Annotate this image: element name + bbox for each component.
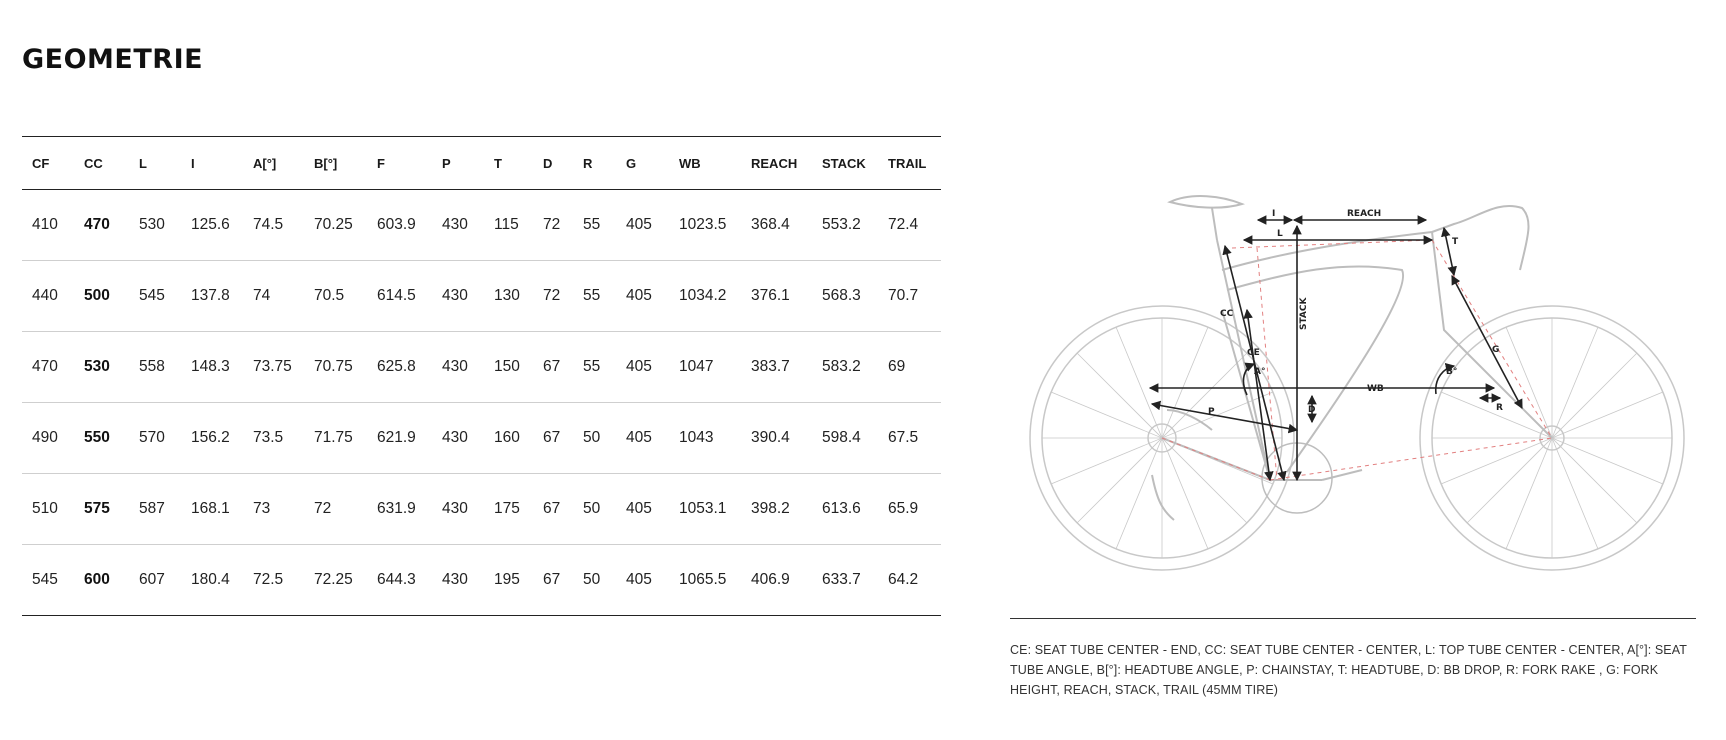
table-cell: 50: [573, 403, 616, 474]
table-cell: 430: [432, 403, 484, 474]
table-cell: 150: [484, 332, 533, 403]
table-cell: 500: [74, 261, 129, 332]
geometry-table: [22, 136, 941, 616]
table-cell: 587: [129, 474, 181, 545]
table-cell: 70.5: [304, 261, 367, 332]
table-cell: 64.2: [878, 545, 941, 616]
label-ce: CE: [1247, 348, 1260, 358]
table-cell: 70.7: [878, 261, 941, 332]
table-cell: 405: [616, 474, 669, 545]
table-cell: 470: [22, 332, 74, 403]
table-cell: 390.4: [741, 403, 812, 474]
table-cell: 72.4: [878, 190, 941, 261]
table-cell: 568.3: [812, 261, 878, 332]
table-row: [22, 261, 941, 332]
table-cell: 69: [878, 332, 941, 403]
table-cell: 71.75: [304, 403, 367, 474]
table-cell: 583.2: [812, 332, 878, 403]
table-cell: 545: [129, 261, 181, 332]
table-cell: 67.5: [878, 403, 941, 474]
table-cell: 74: [243, 261, 304, 332]
table-cell: 600: [74, 545, 129, 616]
table-cell: 1065.5: [669, 545, 741, 616]
column-header: CC: [74, 137, 129, 190]
table-cell: 73.5: [243, 403, 304, 474]
label-i: I: [1272, 209, 1276, 219]
table-cell: 1043: [669, 403, 741, 474]
table-cell: 440: [22, 261, 74, 332]
header-row: [22, 137, 941, 190]
table-cell: 598.4: [812, 403, 878, 474]
table-cell: 550: [74, 403, 129, 474]
table-cell: 430: [432, 545, 484, 616]
table-body: [22, 190, 941, 616]
table-cell: 130: [484, 261, 533, 332]
table-cell: 70.75: [304, 332, 367, 403]
table-cell: 1047: [669, 332, 741, 403]
label-cc: CC: [1220, 309, 1234, 319]
table-cell: 607: [129, 545, 181, 616]
table-cell: 430: [432, 474, 484, 545]
bike-frame: [1152, 196, 1552, 520]
column-header: REACH: [741, 137, 812, 190]
table-cell: 644.3: [367, 545, 432, 616]
column-header: A[°]: [243, 137, 304, 190]
label-l: L: [1277, 229, 1283, 239]
label-reach: REACH: [1347, 209, 1382, 219]
table-cell: 510: [22, 474, 74, 545]
table-cell: 180.4: [181, 545, 243, 616]
table-cell: 72: [304, 474, 367, 545]
table-cell: 65.9: [878, 474, 941, 545]
column-header: STACK: [812, 137, 878, 190]
legend-divider: [1010, 618, 1696, 619]
column-header: I: [181, 137, 243, 190]
label-d: D: [1308, 405, 1316, 415]
table-cell: 405: [616, 332, 669, 403]
table-cell: 405: [616, 403, 669, 474]
table-cell: 160: [484, 403, 533, 474]
table-row: [22, 190, 941, 261]
label-a: A°: [1254, 367, 1266, 377]
table-cell: 168.1: [181, 474, 243, 545]
column-header: R: [573, 137, 616, 190]
table-cell: 430: [432, 332, 484, 403]
table-cell: 72.25: [304, 545, 367, 616]
column-header: TRAIL: [878, 137, 941, 190]
label-r: R: [1496, 403, 1503, 413]
measurement-arrows: [1150, 220, 1522, 480]
column-header: B[°]: [304, 137, 367, 190]
table-cell: 621.9: [367, 403, 432, 474]
table-cell: 410: [22, 190, 74, 261]
label-g: G: [1492, 345, 1500, 355]
column-header: CF: [22, 137, 74, 190]
column-header: T: [484, 137, 533, 190]
table-cell: 575: [74, 474, 129, 545]
column-header: D: [533, 137, 573, 190]
table-cell: 405: [616, 545, 669, 616]
table-cell: 625.8: [367, 332, 432, 403]
table-cell: 55: [573, 261, 616, 332]
column-header: F: [367, 137, 432, 190]
table-cell: 137.8: [181, 261, 243, 332]
table-cell: 614.5: [367, 261, 432, 332]
table-cell: 405: [616, 190, 669, 261]
table-cell: 67: [533, 545, 573, 616]
table-cell: 195: [484, 545, 533, 616]
table-cell: 570: [129, 403, 181, 474]
table-cell: 633.7: [812, 545, 878, 616]
table-cell: 405: [616, 261, 669, 332]
table-cell: 74.5: [243, 190, 304, 261]
table-cell: 55: [573, 190, 616, 261]
table-cell: 50: [573, 474, 616, 545]
table-cell: 1034.2: [669, 261, 741, 332]
table-cell: 545: [22, 545, 74, 616]
table-cell: 72: [533, 261, 573, 332]
column-header: G: [616, 137, 669, 190]
table-cell: 55: [573, 332, 616, 403]
table-cell: 406.9: [741, 545, 812, 616]
table-cell: 115: [484, 190, 533, 261]
label-t: T: [1452, 237, 1459, 247]
label-stack: STACK: [1299, 297, 1309, 330]
table-cell: 631.9: [367, 474, 432, 545]
table-row: [22, 545, 941, 616]
table-cell: 70.25: [304, 190, 367, 261]
reference-dashed-lines: [1162, 240, 1552, 480]
table-cell: 470: [74, 190, 129, 261]
legend-text: CE: SEAT TUBE CENTER - END, CC: SEAT TUBE CENTER - CENTER, L: TOP TUBE CENTER - CENTER, A[°]: SEAT TUBE ANGLE, B[°]: HEADTUBE ANGLE, P: CHAINSTAY, T: HEADTUBE, D: BB DROP, R: FORK RAKE , G: FORK HEIGHT, REACH, STACK, TRAIL (45MM TIRE): [1010, 643, 1687, 697]
table-cell: 398.2: [741, 474, 812, 545]
label-b: B°: [1446, 367, 1458, 377]
table-cell: 148.3: [181, 332, 243, 403]
table-cell: 50: [573, 545, 616, 616]
table-cell: 613.6: [812, 474, 878, 545]
table-cell: 156.2: [181, 403, 243, 474]
table-cell: 67: [533, 474, 573, 545]
table-cell: 490: [22, 403, 74, 474]
bike-geometry-diagram: [1022, 180, 1702, 580]
table-cell: 73: [243, 474, 304, 545]
table-cell: 67: [533, 403, 573, 474]
table-cell: 72: [533, 190, 573, 261]
table-row: [22, 474, 941, 545]
column-header: P: [432, 137, 484, 190]
table-cell: 67: [533, 332, 573, 403]
table-cell: 430: [432, 261, 484, 332]
table-cell: 558: [129, 332, 181, 403]
table-cell: 1023.5: [669, 190, 741, 261]
table-cell: 553.2: [812, 190, 878, 261]
table-cell: 125.6: [181, 190, 243, 261]
table-cell: 73.75: [243, 332, 304, 403]
table-row: [22, 332, 941, 403]
table-header: [22, 137, 941, 190]
column-header: WB: [669, 137, 741, 190]
table-cell: 383.7: [741, 332, 812, 403]
table-cell: 530: [74, 332, 129, 403]
table-cell: 430: [432, 190, 484, 261]
table-row: [22, 403, 941, 474]
page-title: GEOMETRIE: [22, 44, 204, 75]
table-cell: 175: [484, 474, 533, 545]
table-cell: 368.4: [741, 190, 812, 261]
table-cell: 603.9: [367, 190, 432, 261]
label-p: P: [1208, 407, 1215, 417]
table-cell: 72.5: [243, 545, 304, 616]
table-cell: 376.1: [741, 261, 812, 332]
column-header: L: [129, 137, 181, 190]
table-cell: 530: [129, 190, 181, 261]
label-wb: WB: [1367, 384, 1384, 394]
table-cell: 1053.1: [669, 474, 741, 545]
